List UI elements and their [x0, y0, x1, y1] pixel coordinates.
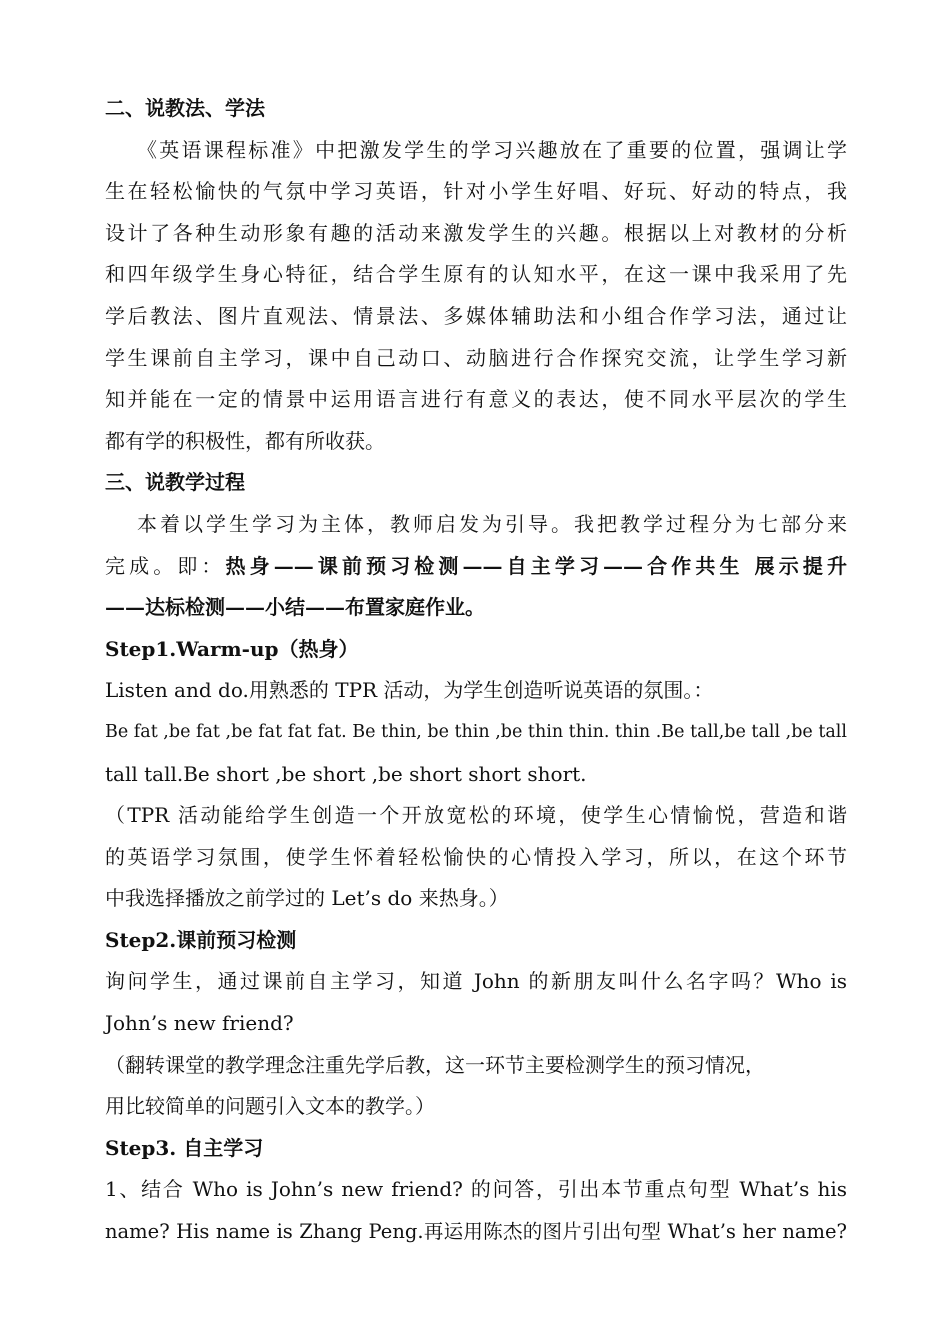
- paragraph-line: 学后教法、图片直观法、情景法、多媒体辅助法和小组合作学习法，通过让: [105, 303, 847, 328]
- step1-chant-line: tall tall.Be short ,be short ,be short short short.: [105, 761, 587, 786]
- paragraph-line: 生在轻松愉快的气氛中学习英语，针对小学生好唱、好玩、好动的特点，我: [105, 179, 847, 204]
- section-heading-teaching-process: 三、说教学过程: [105, 470, 245, 495]
- step2-line: 询问学生，通过课前自主学习，知道 John 的新朋友叫什么名字吗？Who is: [105, 969, 847, 994]
- step2-heading: Step2.课前预习检测: [105, 927, 297, 952]
- step1-note-line: （TPR 活动能给学生创造一个开放宽松的环境，使学生心情愉悦，营造和谐: [105, 803, 847, 828]
- step3-line: 1、结合 Who is John’s new friend? 的问答，引出本节重点句型 What’s his: [105, 1177, 847, 1202]
- process-steps-bold: 热身——课前预习检测——自主学习——合作共生 展示提升: [225, 553, 847, 578]
- step2-note-line: （翻转课堂的教学理念注重先学后教，这一环节主要检测学生的预习情况，: [105, 1052, 765, 1077]
- intro-line-mixed: [105, 546, 847, 588]
- paragraph-line: 和四年级学生身心特征，结合学生原有的认知水平，在这一课中我采用了先: [105, 262, 847, 287]
- step3-heading: Step3. 自主学习: [105, 1135, 264, 1160]
- paragraph-line: 知并能在一定的情景中运用语言进行有意义的表达，使不同水平层次的学生: [105, 387, 847, 412]
- paragraph-line: 都有学的积极性，都有所收获。: [105, 428, 385, 453]
- paragraph-line: 设计了各种生动形象有趣的活动来激发学生的兴趣。根据以上对教材的分析: [105, 220, 847, 245]
- paragraph-line: 学生课前自主学习，课中自己动口、动脑进行合作探究交流，让学生学习新: [105, 345, 847, 370]
- intro-line: 本着以学生学习为主体，教师启发为引导。我把教学过程分为七部分来: [137, 511, 847, 536]
- step2-line: John’s new friend?: [105, 1011, 294, 1036]
- intro-plain-text: 完成。即：: [105, 553, 226, 578]
- step1-note-line: 中我选择播放之前学过的 Let’s do 来热身。）: [105, 886, 509, 911]
- step1-note-line: 的英语学习氛围，使学生怀着轻松愉快的心情投入学习，所以，在这个环节: [105, 844, 847, 869]
- paragraph-line: 《英语课程标准》中把激发学生的学习兴趣放在了重要的位置，强调让学: [137, 137, 847, 162]
- section-heading-teaching-methods: 二、说教法、学法: [105, 96, 265, 120]
- step2-note-line: 用比较简单的问题引入文本的教学。）: [105, 1094, 435, 1119]
- step1-line: Listen and do.用熟悉的 TPR 活动，为学生创造听说英语的氛围。：: [105, 678, 714, 703]
- step1-heading: Step1.Warm-up（热身）: [105, 636, 359, 661]
- document-page: [105, 88, 847, 1253]
- step3-line: name? His name is Zhang Peng.再运用陈杰的图片引出句型 What’s her name?: [105, 1220, 847, 1244]
- process-steps-bold-continued: ——达标检测——小结——布置家庭作业。: [105, 595, 485, 620]
- step1-chant-line: Be fat ,be fat ,be fat fat fat. Be thin, be thin ,be thin thin. thin .Be tall,be tall ,be tall: [105, 721, 847, 742]
